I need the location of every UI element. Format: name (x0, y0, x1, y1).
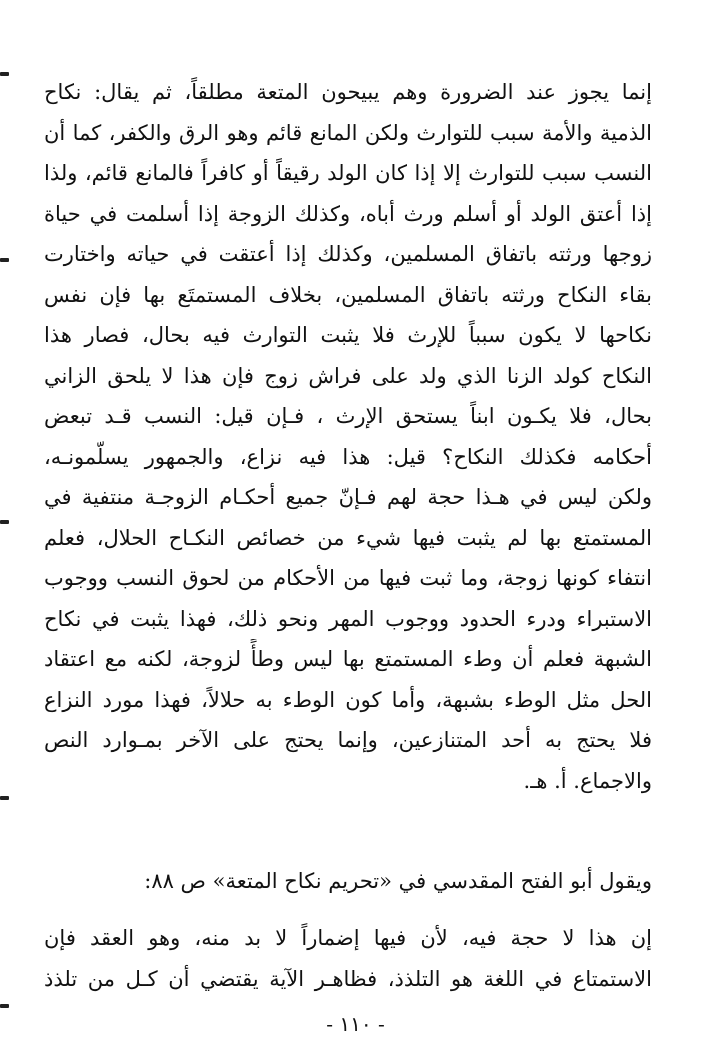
text-line: إنما يجوز عند الضرورة وهم يبيحون المتعة مطلقاً، ثم يقال: نكاح (44, 80, 652, 104)
text-line: نكاحها لا يكون سبباً للإرث فلا يثبت التوارث فيه بحال، فصار هذا (44, 323, 652, 347)
text-line: ولكن ليس في هـذا حجة لهم فـإنّ جميع أحكـام الزوجـة منتفية في (44, 485, 652, 509)
text-line: والاجماع. أ. هـ. (523, 768, 652, 793)
scan-edge-mark (0, 72, 9, 76)
text-line: أحكامه فكذلك النكاح؟ قيل: هذا فيه نزاع، والجمهور يسلّمونـه، (44, 444, 652, 469)
text-line: فلا يحتج به أحد المتنازعين، وإنما يحتج على الآخر بمـوارد النص (44, 728, 652, 752)
main-paragraph (44, 72, 652, 801)
scan-edge-mark (0, 1004, 9, 1008)
text-line: إذا أعتق الولد أو أسلم ورث أباه، وكذلك الزوجة إذا أسلمت في حياة (44, 201, 652, 226)
text-line: بقاء النكاح ورثته باتفاق المسلمين، بخلاف المستمتَع بها فإن نفس (44, 282, 652, 307)
text-line: الاستمتاع في اللغة هو التلذذ، فظاهـر الآية يقتضي أن كـل من تلذذ (44, 966, 652, 991)
citation-intro (44, 861, 652, 902)
scan-edge-mark (0, 258, 9, 262)
scan-edge-mark (0, 796, 9, 800)
text-line: الشبهة فعلم أن وطء المستمتع بها ليس وطأً لزوجة، لكنه مع اعتقاد (44, 647, 652, 671)
page-number: - ١١٠ - (326, 1012, 385, 1036)
text-line: النسب سبب للتوارث إلا إذا كان الولد رقيقاً أو كافراً فالمانع قائم، ولذا (44, 161, 652, 185)
text-line: زوجها ورثته باتفاق المسلمين، وكذلك إذا أعتقت في حياته واختارت (44, 242, 652, 266)
text-line: المستمتع بها لم يثبت فيها شيء من خصائص النكـاح الحلال، فعلم (44, 525, 652, 550)
text-line: ويقول أبو الفتح المقدسي في «تحريم نكاح المتعة» ص ٨٨: (144, 869, 652, 893)
text-line: الاستبراء ودرء الحدود ووجوب المهر ونحو ذلك، فهذا يثبت في نكاح (44, 606, 652, 631)
second-quote (44, 918, 652, 999)
text-line: إن هذا لا حجة فيه، لأن فيها إضماراً لا بد منه، وهو العقد فإن (44, 926, 652, 950)
text-line: النكاح كولد الزنا الذي ولد على فراش زوج فإن هذا لا يلحق الزاني (44, 363, 652, 388)
text-line: الحل مثل الوطء بشبهة، وأما كون الوطء به حلالاً، فهذا مورد النزاع (44, 687, 652, 712)
text-line: انتفاء كونها زوجة، وما ثبت فيها من الأحكام من لحوق النسب ووجوب (44, 566, 652, 590)
text-line: بحال، فلا يكـون ابناً يستحق الإرث ، فـإن قيل: النسب قـد تبعض (44, 404, 652, 428)
scan-edge-mark (0, 520, 9, 524)
text-line: الذمية والأمة سبب للتوارث ولكن المانع قائم وهو الرق والكفر، كما أن (44, 120, 652, 145)
